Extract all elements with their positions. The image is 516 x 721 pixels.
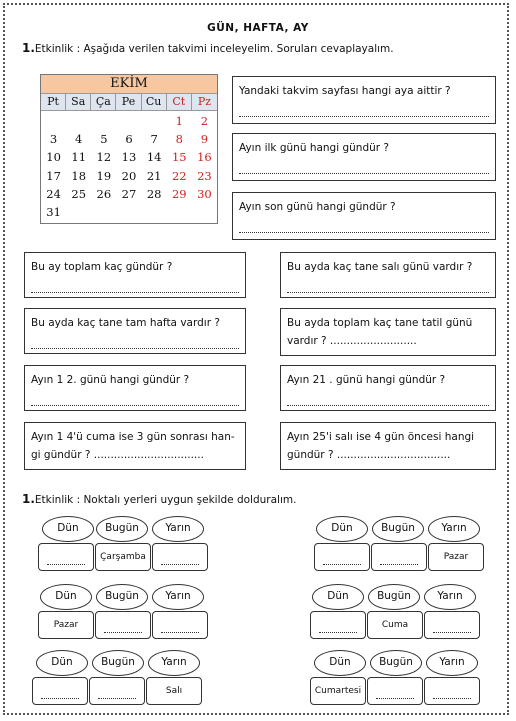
calendar-date: [116, 112, 141, 130]
calendar-date: 8: [175, 132, 183, 147]
today-answer[interactable]: [371, 543, 427, 571]
question-3-days-after[interactable]: Ayın 1 4'ü cuma ise 3 gün sonrası han- gi gündür ? .................................: [24, 422, 246, 470]
calendar-date: 12: [96, 150, 112, 165]
calendar-month: EKİM: [41, 75, 217, 93]
question-day-21[interactable]: Ayın 21 . günü hangi gündür ?: [280, 365, 496, 411]
calendar-date: 14: [146, 150, 162, 165]
calendar-date: 13: [121, 150, 137, 165]
yesterday-label: Dün: [40, 584, 92, 610]
today-label: Bugün: [372, 516, 424, 542]
calendar-date: 9: [200, 132, 209, 147]
calendar-date: [142, 112, 167, 130]
calendar-date: 25: [71, 186, 87, 201]
calendar-date: [116, 203, 141, 221]
answer-line[interactable]: [287, 393, 489, 406]
yesterday-value: Cumartesi: [310, 677, 366, 705]
answer-line[interactable]: [287, 280, 489, 293]
tomorrow-label: Yarın: [428, 516, 480, 542]
yesterday-answer[interactable]: [32, 677, 88, 705]
question-total-days[interactable]: Bu ay toplam kaç gündür ?: [24, 252, 246, 298]
calendar-date: [192, 203, 217, 221]
answer-line[interactable]: [31, 336, 239, 349]
calendar-day-header: Sa: [66, 93, 91, 111]
calendar-date: 22: [171, 168, 187, 183]
calendar-date: 4: [75, 132, 83, 147]
calendar-date: [66, 112, 91, 130]
question-full-weeks[interactable]: Bu ayda kaç tane tam hafta vardır ?: [24, 308, 246, 354]
calendar-date: [91, 112, 116, 130]
yesterday-label: Dün: [312, 584, 364, 610]
yesterday-label: Dün: [316, 516, 368, 542]
answer-line[interactable]: [31, 280, 239, 293]
tomorrow-label: Yarın: [148, 650, 200, 676]
question-first-day[interactable]: Ayın ilk günü hangi gündür ?: [232, 133, 496, 181]
tomorrow-label: Yarın: [424, 584, 476, 610]
today-answer[interactable]: [367, 677, 423, 705]
calendar-date: 19: [96, 168, 112, 183]
tomorrow-answer[interactable]: [152, 611, 208, 639]
today-value: Çarşamba: [95, 543, 151, 571]
today-answer[interactable]: [89, 677, 145, 705]
calendar-day-headers: [41, 93, 217, 110]
calendar-date: [142, 203, 167, 221]
calendar-date: 2: [200, 114, 209, 128]
calendar-date: 30: [197, 186, 212, 201]
yesterday-answer[interactable]: [314, 543, 370, 571]
calendar-date: 3: [49, 132, 58, 147]
calendar-date: 18: [71, 168, 87, 183]
calendar-day-header: Ça: [91, 93, 116, 111]
calendar-date: 7: [150, 132, 158, 147]
calendar-date: 16: [197, 150, 212, 165]
calendar-day-header: Pz: [192, 93, 217, 111]
calendar-date: 15: [171, 150, 187, 165]
calendar-date: 24: [46, 186, 61, 201]
tomorrow-answer[interactable]: [152, 543, 208, 571]
tomorrow-answer[interactable]: [424, 611, 480, 639]
today-label: Bugün: [370, 650, 422, 676]
calendar-date: 27: [121, 186, 137, 201]
today-answer[interactable]: [95, 611, 151, 639]
calendar-date: [91, 203, 116, 221]
tomorrow-answer[interactable]: [424, 677, 480, 705]
calendar-date: 29: [171, 186, 187, 201]
calendar-day-header: Pt: [41, 93, 66, 111]
october-calendar: [40, 74, 218, 224]
today-label: Bugün: [96, 584, 148, 610]
calendar-date: 20: [121, 168, 137, 183]
answer-line[interactable]: [239, 220, 489, 233]
calendar-day-header: Ct: [167, 93, 192, 111]
calendar-date: [66, 203, 91, 221]
calendar-date: [41, 112, 66, 130]
calendar-date: 11: [71, 150, 87, 165]
question-month[interactable]: Yandaki takvim sayfası hangi aya aittir ?: [232, 76, 496, 124]
answer-line[interactable]: [239, 161, 489, 174]
calendar-date: 26: [96, 186, 112, 201]
question-day-12[interactable]: Ayın 1 2. günü hangi gündür ?: [24, 365, 246, 411]
calendar-day-header: Cu: [142, 93, 167, 111]
yesterday-value: Pazar: [38, 611, 94, 639]
calendar-date: 21: [146, 168, 162, 183]
question-holidays[interactable]: Bu ayda toplam kaç tane tatil günü vardır ? ..........................: [280, 308, 496, 356]
tomorrow-value: Salı: [146, 677, 202, 705]
today-label: Bugün: [92, 650, 144, 676]
yesterday-label: Dün: [314, 650, 366, 676]
tomorrow-label: Yarın: [426, 650, 478, 676]
activity-2-instruction: 1.Etkinlik : Noktalı yerleri uygun şekilde dolduralım.: [22, 492, 297, 506]
yesterday-label: Dün: [42, 516, 94, 542]
today-label: Bugün: [96, 516, 148, 542]
calendar-date: 17: [46, 168, 61, 183]
today-value: Cuma: [367, 611, 423, 639]
calendar-date: [167, 203, 192, 221]
calendar-day-header: Pe: [116, 93, 141, 111]
calendar-date: 28: [146, 186, 162, 201]
activity-1-instruction: 1.Etkinlik : Aşağıda verilen takvimi inceleyelim. Soruları cevaplayalım.: [22, 41, 394, 55]
question-4-days-before[interactable]: Ayın 25'i salı ise 4 gün öncesi hangi gündür ? ..................................: [280, 422, 496, 470]
calendar-date: 31: [46, 204, 61, 219]
page-title: GÜN, HAFTA, AY: [207, 22, 309, 34]
calendar-dates: [41, 112, 217, 221]
calendar-date: 5: [100, 132, 108, 147]
answer-line[interactable]: [31, 393, 239, 406]
calendar-date: 23: [197, 168, 212, 183]
yesterday-answer[interactable]: [310, 611, 366, 639]
calendar-date: 1: [175, 114, 183, 128]
yesterday-answer[interactable]: [38, 543, 94, 571]
yesterday-label: Dün: [36, 650, 88, 676]
question-tuesdays[interactable]: Bu ayda kaç tane salı günü vardır ?: [280, 252, 496, 298]
question-last-day[interactable]: Ayın son günü hangi gündür ?: [232, 192, 496, 240]
answer-line[interactable]: [239, 104, 489, 117]
calendar-date: 6: [125, 132, 133, 147]
today-label: Bugün: [368, 584, 420, 610]
tomorrow-label: Yarın: [152, 516, 204, 542]
tomorrow-label: Yarın: [152, 584, 204, 610]
calendar-date: 10: [46, 150, 61, 165]
tomorrow-value: Pazar: [428, 543, 484, 571]
